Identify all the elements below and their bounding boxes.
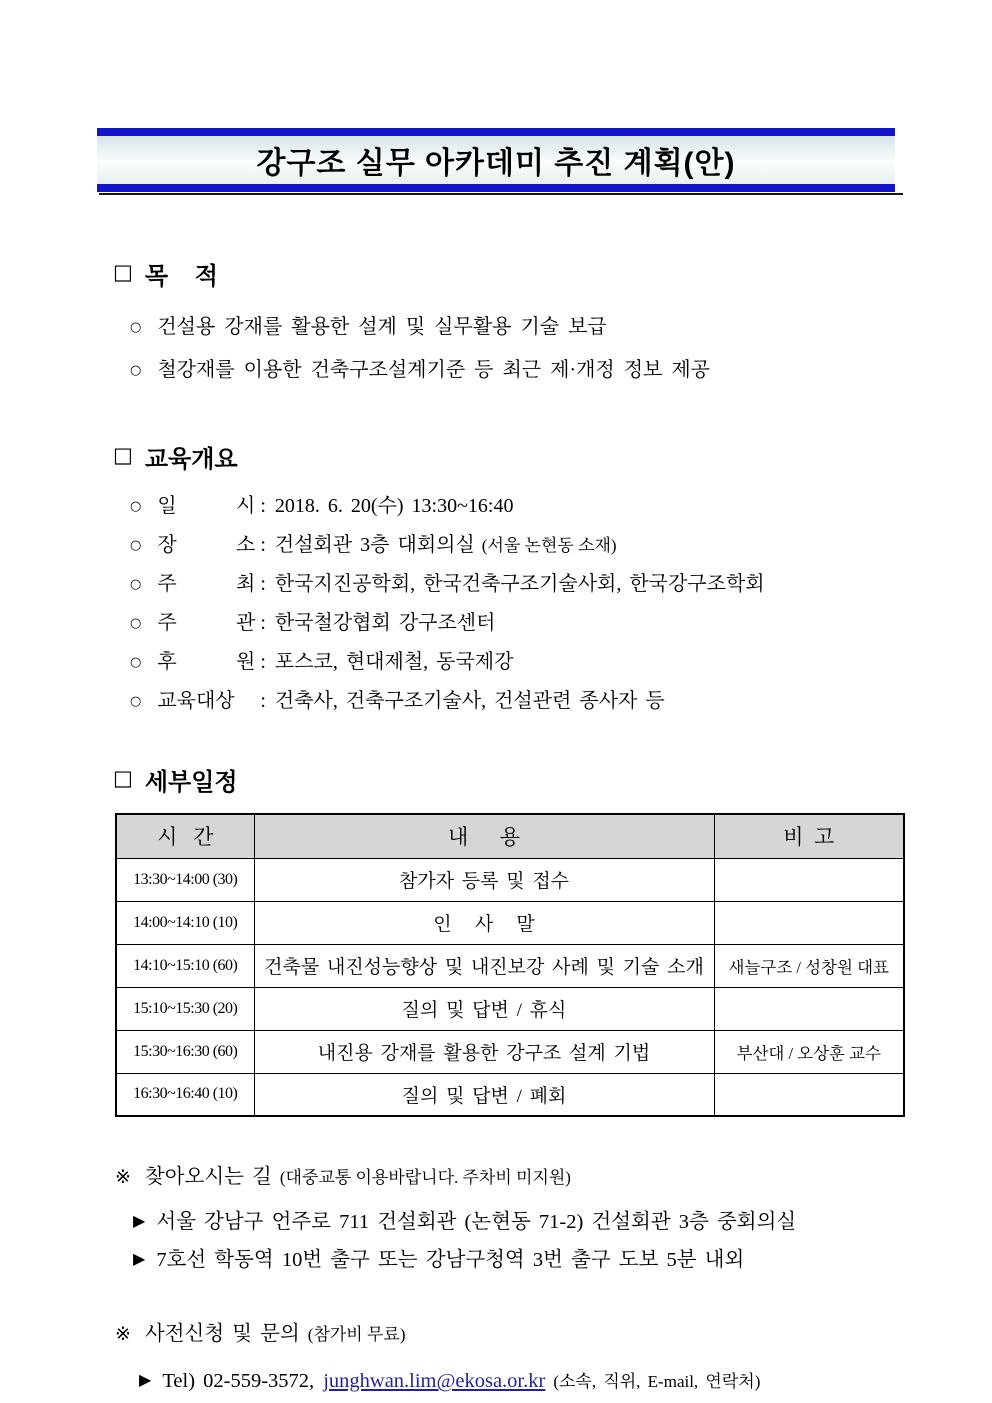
content-cell: 인 사 말	[254, 901, 714, 944]
directions-item-text: 서울 강남구 언주로 711 건설회관 (논현동 71-2) 건설회관 3층 중회의실	[156, 1211, 797, 1233]
list-item	[130, 683, 992, 722]
circle-bullet-icon: ○	[130, 320, 142, 335]
directions-note: (대중교통 이용바랍니다. 주차비 미지원)	[279, 1168, 571, 1187]
field-value: 한국철강협회 강구조센터	[274, 612, 496, 634]
time-cell: 14:10~15:10 (60)	[116, 944, 254, 987]
field-label: 일 시	[157, 495, 256, 517]
time-cell: 14:00~14:10 (10)	[116, 901, 254, 944]
circle-bullet-icon: ○	[130, 363, 142, 378]
banner-bottom-bar	[97, 184, 895, 192]
circle-bullet-icon: ○	[130, 655, 142, 670]
square-checkbox-icon: □	[113, 443, 133, 467]
field-label: 교육대상	[157, 690, 235, 712]
list-item	[133, 1242, 992, 1280]
purpose-item-text: 철강재를 이용한 건축구조설계기준 등 최근 제·개정 정보 제공	[157, 359, 711, 381]
list-item	[130, 488, 992, 527]
reference-mark-icon: ※	[115, 1323, 131, 1345]
schedule-heading-label: 세부일정	[144, 769, 238, 796]
remark-cell	[714, 1073, 904, 1116]
separator: :	[260, 573, 266, 595]
content-cell: 내진용 강재를 활용한 강구조 설계 기법	[254, 1030, 714, 1073]
table-header-row	[116, 814, 904, 858]
remark-cell: 새늘구조 / 성창원 대표	[714, 944, 904, 987]
directions-item-text: 7호선 학동역 10번 출구 또는 강남구청역 3번 출구 도보 5분 내외	[156, 1249, 745, 1271]
directions-section	[115, 1163, 992, 1280]
directions-list	[133, 1204, 992, 1280]
time-cell: 15:10~15:30 (20)	[116, 987, 254, 1030]
content-cell: 참가자 등록 및 접수	[254, 858, 714, 901]
purpose-heading	[113, 256, 992, 291]
list-item	[130, 350, 992, 393]
field-value: 한국지진공학회, 한국건축구조기술사회, 한국강구조학회	[274, 573, 765, 595]
telephone-number: Tel) 02-559-3572,	[162, 1370, 315, 1392]
field-value: 포스코, 현대제철, 동국제강	[274, 651, 514, 673]
page-title: 강구조 실무 아카데미 추진 계획(안)	[256, 147, 736, 180]
contact-heading-label: 사전신청 및 문의	[144, 1323, 300, 1345]
col-header-time: 시 간	[116, 814, 254, 858]
remark-cell	[714, 858, 904, 901]
purpose-list	[130, 307, 992, 393]
circle-bullet-icon: ○	[130, 694, 142, 709]
contact-line	[139, 1363, 992, 1401]
field-label: 주 관	[157, 612, 256, 634]
field-value: 건설회관 3층 대회의실	[274, 534, 475, 556]
field-value: 건축사, 건축구조기술사, 건설관련 종사자 등	[274, 690, 665, 712]
banner-body	[97, 136, 895, 184]
contact-suffix: (소속, 직위, E-mail, 연락처)	[553, 1372, 761, 1391]
list-item	[130, 644, 992, 683]
purpose-heading-label: 목 적	[144, 263, 218, 290]
remark-cell: 부산대 / 오상훈 교수	[714, 1030, 904, 1073]
email-link[interactable]: junghwan.lim@ekosa.or.kr	[323, 1370, 546, 1392]
triangle-arrow-icon: ▶	[133, 1213, 146, 1230]
table-row	[116, 1073, 904, 1116]
content-cell: 건축물 내진성능향상 및 내진보강 사례 및 기술 소개	[254, 944, 714, 987]
circle-bullet-icon: ○	[130, 499, 142, 514]
col-header-content: 내 용	[254, 814, 714, 858]
time-cell: 16:30~16:40 (10)	[116, 1073, 254, 1116]
remark-cell	[714, 901, 904, 944]
content-cell: 질의 및 답변 / 휴식	[254, 987, 714, 1030]
contact-heading	[115, 1320, 992, 1349]
banner-top-bar	[97, 128, 895, 136]
field-label: 주 최	[157, 573, 256, 595]
purpose-item-text: 건설용 강재를 활용한 설계 및 실무활용 기술 보급	[157, 316, 607, 338]
directions-heading	[115, 1163, 992, 1192]
circle-bullet-icon: ○	[130, 616, 142, 631]
title-banner	[97, 128, 895, 192]
field-label: 장 소	[157, 534, 256, 556]
schedule-table	[115, 813, 905, 1117]
table-row	[116, 944, 904, 987]
contact-note: (참가비 무료)	[307, 1325, 406, 1344]
square-checkbox-icon: □	[113, 766, 133, 790]
remark-cell	[714, 987, 904, 1030]
list-item	[130, 307, 992, 350]
triangle-arrow-icon: ▶	[139, 1372, 152, 1389]
triangle-arrow-icon: ▶	[133, 1251, 146, 1268]
circle-bullet-icon: ○	[130, 577, 142, 592]
separator: :	[260, 495, 266, 517]
separator: :	[260, 651, 266, 673]
circle-bullet-icon: ○	[130, 538, 142, 553]
field-note: (서울 논현동 소재)	[481, 536, 617, 555]
directions-heading-label: 찾아오시는 길	[144, 1166, 272, 1188]
field-label: 후 원	[157, 651, 256, 673]
overview-heading	[113, 439, 992, 474]
separator: :	[260, 612, 266, 634]
overview-list	[130, 488, 992, 722]
list-item	[133, 1204, 992, 1242]
contact-section	[115, 1320, 992, 1401]
table-row	[116, 1030, 904, 1073]
reference-mark-icon: ※	[115, 1166, 131, 1188]
content-cell: 질의 및 답변 / 폐회	[254, 1073, 714, 1116]
list-item	[130, 566, 992, 605]
square-checkbox-icon: □	[113, 260, 133, 284]
field-value: 2018. 6. 20(수) 13:30~16:40	[274, 495, 514, 517]
list-item	[130, 605, 992, 644]
separator: :	[260, 690, 266, 712]
table-row	[116, 987, 904, 1030]
col-header-remark: 비 고	[714, 814, 904, 858]
separator: :	[260, 534, 266, 556]
table-row	[116, 901, 904, 944]
table-row	[116, 858, 904, 901]
list-item	[130, 527, 992, 566]
schedule-heading	[113, 762, 992, 797]
time-cell: 15:30~16:30 (60)	[116, 1030, 254, 1073]
time-cell: 13:30~14:00 (30)	[116, 858, 254, 901]
overview-heading-label: 교육개요	[144, 446, 238, 473]
